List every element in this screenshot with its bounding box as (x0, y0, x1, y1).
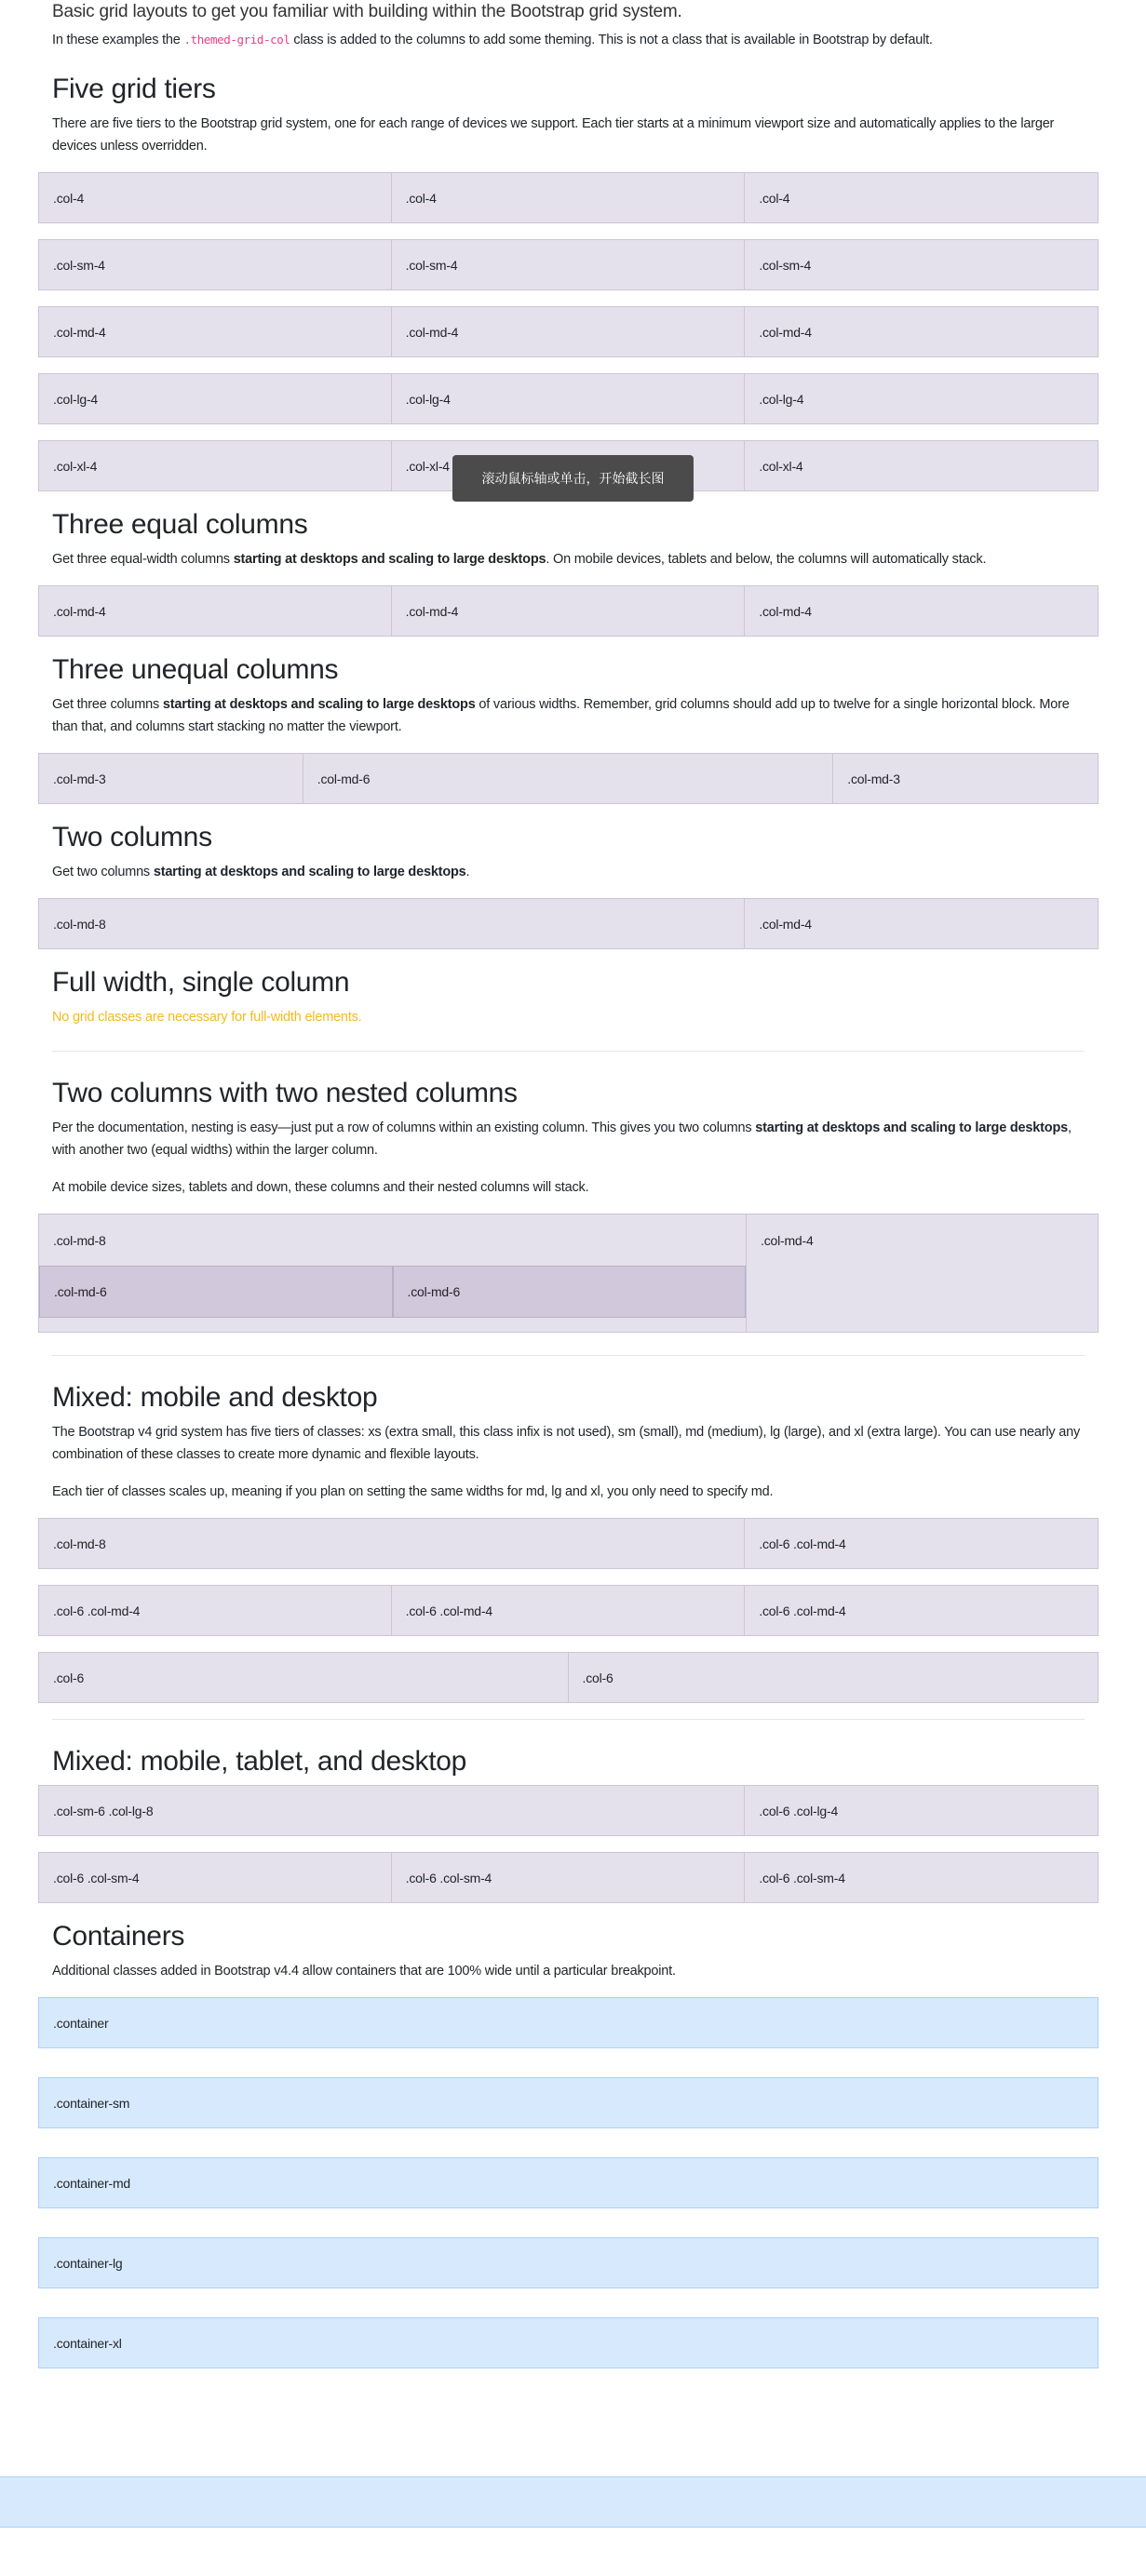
text: Per the documentation, nesting is easy—just put a row of columns within an existing column. This gives you two columns (52, 1120, 756, 1135)
grid-row (38, 898, 1099, 949)
grid-column: .col-4 (392, 172, 746, 223)
section-divider (52, 1719, 1085, 1720)
bold-text: starting at desktops and scaling to large desktops (755, 1120, 1068, 1135)
grid-column: .col-6 .col-md-4 (392, 1585, 746, 1636)
grid-column: .col-lg-4 (392, 373, 746, 424)
section-title: Three unequal columns (52, 654, 339, 685)
text: At mobile device sizes, tablets and down, these columns and their nested columns will stack. (52, 1180, 589, 1195)
section-title: Mixed: mobile, tablet, and desktop (52, 1746, 467, 1777)
text: Get two columns (52, 865, 154, 879)
section-two-columns-with-two-nested-columns (38, 1076, 1099, 1356)
grid-column: .col-md-3 (833, 753, 1099, 804)
nested-row (39, 1266, 746, 1318)
warning-text: No grid classes are necessary for full-width elements. (52, 1010, 362, 1025)
grid-column: .col-4 (745, 172, 1099, 223)
bold-text: starting at desktops and scaling to large desktops (233, 552, 546, 567)
intro-after: class is added to the columns to add some theming. This is not a class that is available in Bootstrap by default. (290, 33, 933, 47)
grid-row (38, 1852, 1099, 1903)
grid-column: .col-sm-4 (745, 239, 1099, 290)
grid-row (38, 753, 1099, 804)
section-divider (52, 1355, 1085, 1356)
section-full-width-single-column (38, 965, 1099, 1052)
text: There are five tiers to the Bootstrap grid system, one for each range of devices we support. Each tier starts at a minimum viewport size and automatically applies to the larger devices unless overridden. (52, 116, 1055, 154)
grid-column: .col-md-6 (303, 753, 834, 804)
grid-column: .col-4 (38, 172, 392, 223)
grid-column: .col-md-4 (392, 306, 746, 357)
grid-column: .col-lg-4 (745, 373, 1099, 424)
container-box: .container-xl (38, 2317, 1099, 2368)
section-paragraph (52, 1176, 1085, 1199)
section-containers (38, 1919, 1099, 2368)
text: . (465, 865, 470, 879)
text: of various widths. Remember, grid columns should add up to twelve for a single horizontal block. More than that, and columns start stacking no matter the viewport. (52, 697, 1070, 734)
nested-column: .col-md-6 (393, 1266, 747, 1318)
grid-column: .col-6 .col-lg-4 (745, 1785, 1099, 1836)
text: Get three equal-width columns (52, 552, 234, 567)
section-mixed-mobile-and-desktop (38, 1380, 1099, 1720)
section-title: Mixed: mobile and desktop (52, 1382, 378, 1413)
grid-column: .col-md-4 (38, 306, 392, 357)
grid-column: .col-sm-4 (392, 239, 746, 290)
intro-text (52, 29, 1085, 51)
grid-column: .col-6 .col-md-4 (745, 1518, 1099, 1569)
grid-column: .col-6 .col-sm-4 (745, 1852, 1099, 1903)
nested-column: .col-md-6 (39, 1266, 393, 1318)
grid-column: .col-6 .col-md-4 (38, 1585, 392, 1636)
bold-text: starting at desktops and scaling to large desktops (162, 697, 476, 712)
grid-row (38, 172, 1099, 223)
grid-column: .col-6 (38, 1652, 569, 1703)
container-box: .container-md (38, 2157, 1099, 2208)
sections (38, 72, 1099, 2368)
intro-before: In these examples the (52, 33, 184, 47)
grid-column: .col-6 .col-md-4 (745, 1585, 1099, 1636)
section-title: Two columns (52, 822, 212, 852)
grid-column: .col-md-8 (38, 1518, 745, 1569)
grid-row (38, 239, 1099, 290)
section-paragraph (52, 548, 1085, 570)
grid-column: .col-6 (569, 1652, 1099, 1703)
section-paragraph (52, 1117, 1085, 1161)
section-title: Five grid tiers (52, 74, 216, 104)
text: The Bootstrap v4 grid system has five tiers of classes: xs (extra small, this class infix is not used), sm (small), md (medium), lg (large), and xl (extra large). You can use nearly any combination of these classes to create more dynamic and flexible layouts. (52, 1425, 1081, 1462)
nested-grid (38, 1214, 1099, 1333)
text: Get three columns (52, 697, 163, 712)
themed-grid-col-code: .themed-grid-col (183, 33, 290, 47)
section-paragraph (52, 861, 1085, 883)
section-paragraph (52, 113, 1085, 157)
grid-column: .col-md-4 (745, 585, 1099, 637)
section-mixed-mobile-tablet-and-desktop (38, 1744, 1099, 1903)
text: Additional classes added in Bootstrap v4.4 allow containers that are 100% wide until a particular breakpoint. (52, 1964, 676, 1979)
section-title: Three equal columns (52, 509, 308, 540)
grid-row (38, 373, 1099, 424)
section-paragraph (52, 1481, 1085, 1503)
text: , with another two (equal widths) within the larger column. (52, 1120, 1072, 1158)
text: Each tier of classes scales up, meaning if you plan on setting the same widths for md, lg and xl, you only need to specify md. (52, 1484, 774, 1499)
grid-column: .col-md-4 (745, 306, 1099, 357)
lead-text: Basic grid layouts to get you familiar with building within the Bootstrap grid system. (52, 2, 682, 21)
outer-column-right: .col-md-4 (746, 1214, 1099, 1333)
section-three-equal-columns (38, 507, 1099, 637)
grid-column: .col-xl-4 (38, 440, 392, 491)
grid-column: .col-md-4 (392, 585, 746, 637)
grid-column: .col-md-8 (38, 898, 745, 949)
grid-column: .col-6 .col-sm-4 (38, 1852, 392, 1903)
container-box: .container (38, 1997, 1099, 2048)
section-title: Containers (52, 1921, 185, 1952)
grid-column: .col-sm-4 (38, 239, 392, 290)
text: . On mobile devices, tablets and below, the columns will automatically stack. (546, 552, 987, 567)
grid-row (38, 1785, 1099, 1836)
section-two-columns (38, 820, 1099, 949)
outer-column-label: .col-md-8 (53, 1232, 106, 1248)
screenshot-tooltip: 滚动鼠标轴或单击，开始截长图 (452, 455, 694, 502)
section-five-grid-tiers (38, 72, 1099, 491)
grid-column: .col-md-3 (38, 753, 303, 804)
bold-text: starting at desktops and scaling to large desktops (153, 865, 466, 879)
grid-column: .col-md-4 (38, 585, 392, 637)
section-paragraph (52, 1960, 1085, 1982)
section-three-unequal-columns (38, 652, 1099, 804)
container-box: .container-lg (38, 2237, 1099, 2288)
section-paragraph (52, 1421, 1085, 1466)
grid-column: .col-xl-4 (392, 440, 746, 491)
container-box: .container-sm (38, 2077, 1099, 2128)
grid-row (38, 306, 1099, 357)
section-divider (52, 1051, 1085, 1052)
grid-row (38, 1585, 1099, 1636)
container-fluid-box (0, 2476, 1146, 2528)
section-paragraph (52, 693, 1085, 738)
grid-column: .col-lg-4 (38, 373, 392, 424)
grid-column: .col-6 .col-sm-4 (392, 1852, 746, 1903)
grid-column: .col-xl-4 (745, 440, 1099, 491)
grid-column: .col-sm-6 .col-lg-8 (38, 1785, 745, 1836)
grid-column: .col-md-4 (745, 898, 1099, 949)
grid-row (38, 1518, 1099, 1569)
grid-row (38, 585, 1099, 637)
section-title: Two columns with two nested columns (52, 1078, 518, 1108)
grid-row (38, 1652, 1099, 1703)
section-title: Full width, single column (52, 967, 350, 998)
main-container (38, 0, 1099, 2397)
outer-column-left (38, 1214, 746, 1333)
